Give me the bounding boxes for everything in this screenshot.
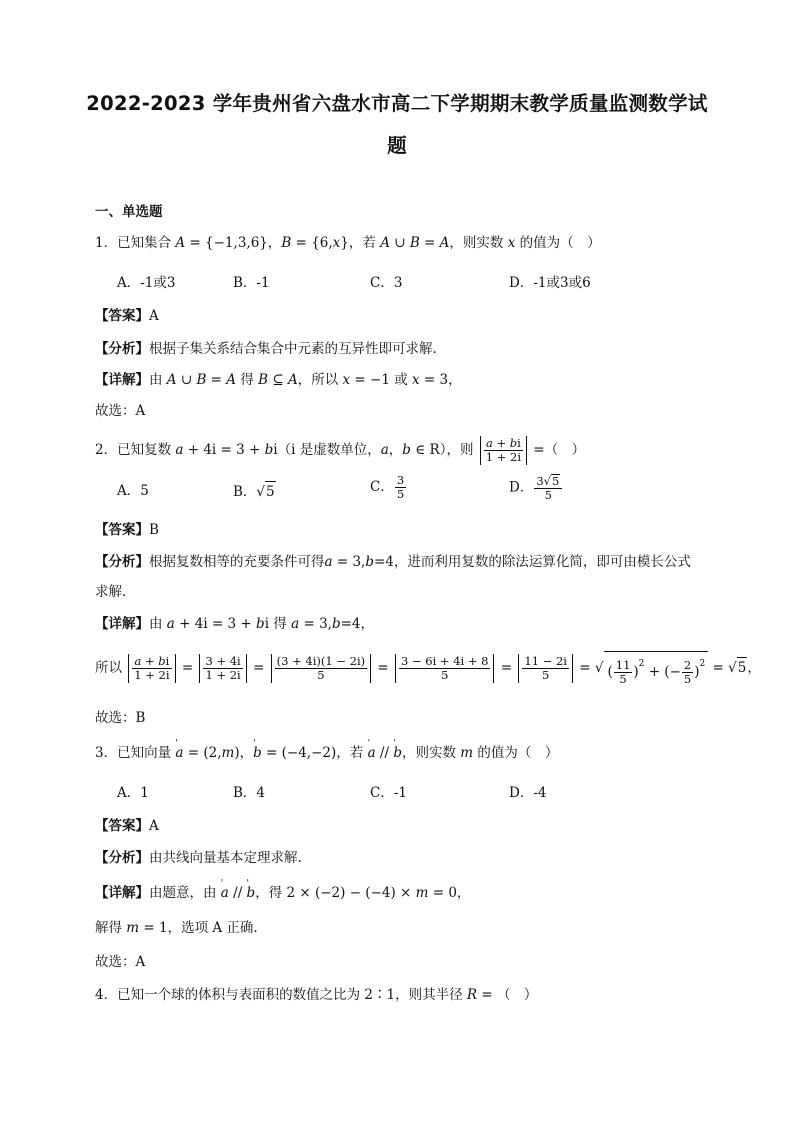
question-3-analysis: 【分析】由共线向量基本定理求解. [95,850,302,866]
question-1-option-d: D．-1或3或6 [509,275,591,291]
question-2-answer-value: B [149,522,159,538]
question-3-number: 3． [95,745,118,761]
question-1-answer [95,306,159,326]
question-1-stem [95,233,601,253]
document-title-line-1: 2022-2023 学年贵州省六盘水市高二下学期期末教学质量监测数学试 [86,92,708,115]
question-2-option-b: B．√5 [233,481,276,502]
question-2-option-c: C． $\frac{3}{5}$ [370,473,405,501]
question-2-number: 2． [95,442,118,458]
question-2-detail: 【详解】由 a + 4i = 3 + bi 得 a = 3,b=4， [95,616,375,632]
question-3-option-a: A．1 [117,785,149,801]
question-3-option-c: C．-1 [370,785,407,801]
question-1-analysis [95,339,437,359]
question-4-number: 4． [95,987,118,1003]
question-3-conclusion: 故选：A [95,954,146,970]
question-1-answer-value: A [149,308,159,324]
document-title-line-2: 题 [387,134,407,157]
question-1-detail-text: 由 A ∪ B = A 得 B ⊆ A，所以 x = −1 或 x = 3， [149,372,462,388]
question-3-answer-value: A [149,818,159,834]
question-2-answer: 【答案】B [95,522,159,538]
section-heading-single-choice: 一、单选题 [95,204,163,220]
question-1-option-c: C．3 [370,275,403,291]
detail-tag: 【详解】 [95,372,149,388]
question-1-conclusion: 故选：A [95,403,146,419]
question-1-detail [95,370,462,390]
question-1-text: 已知集合 A = {−1,3,6}，B = {6,x}，若 A ∪ B = A，则实数 x 的值为（ ） [117,235,601,251]
question-4-stem: 4．已知一个球的体积与表面积的数值之比为 2∶1，则其半径 R = （ ） [95,987,538,1003]
question-3-text: 已知向量 ' a = (2,m)，' b = (−4,−2)，若 ' a // ' b，则实数 m 的值为（ ） [117,745,558,761]
question-2-option-d: D． $\frac{3√5}{5}$ [509,474,563,502]
question-3-option-d: D．-4 [509,785,547,801]
question-1-number: 1． [95,235,118,251]
question-3-option-b: B．4 [233,785,266,801]
question-1-option-a: A．-1或3 [117,275,176,291]
question-3-answer: 【答案】A [95,818,159,834]
question-1-option-b: B．-1 [233,275,270,291]
question-3-detail: 【详解】由题意，由 ' a // ' b，得 2 × (−2) − (−4) × m = 0， [95,883,470,903]
question-2-analysis-line-2: 求解. [95,584,127,600]
question-4-text: 已知一个球的体积与表面积的数值之比为 2∶1，则其半径 [117,987,463,1003]
question-1-analysis-text: 根据子集关系结合集合中元素的互异性即可求解. [149,341,437,357]
question-2-option-a: A．5 [117,483,149,499]
question-3-solve: 解得 m = 1，选项 A 正确. [95,920,258,936]
question-2-analysis-line-1: 【分析】根据复数相等的充要条件可得a = 3,b=4，进而利用复数的除法运算化简，即可由模长公式 [95,554,691,570]
question-2-stem [95,436,585,465]
question-2-conclusion: 故选：B [95,710,146,726]
question-2-computation: 所以 $\frac{a + bi}{1 + 2i}$ = $\frac{3 + 4i}{1 + 2i}$ = $\frac{(3 + 4i)(1 - 2i)}{5}$ = $\frac{3 - 6i + 4i + 8}{5}$ = $\frac{11 - 2i}{5}$ = √ ( $\frac{11}{5}$ )$^2$ + (− $\frac{2}{5}$ )$^2$ = √5， [95,651,761,686]
question-3-stem [95,743,558,763]
answer-tag: 【答案】 [95,308,149,324]
question-2-text: 已知复数 a + 4i = 3 + bi（i 是虚数单位，a，b ∈ R），则 $\frac{a + bi}{1 + 2i}$ =（ ） [117,436,586,464]
analysis-tag: 【分析】 [95,341,149,357]
